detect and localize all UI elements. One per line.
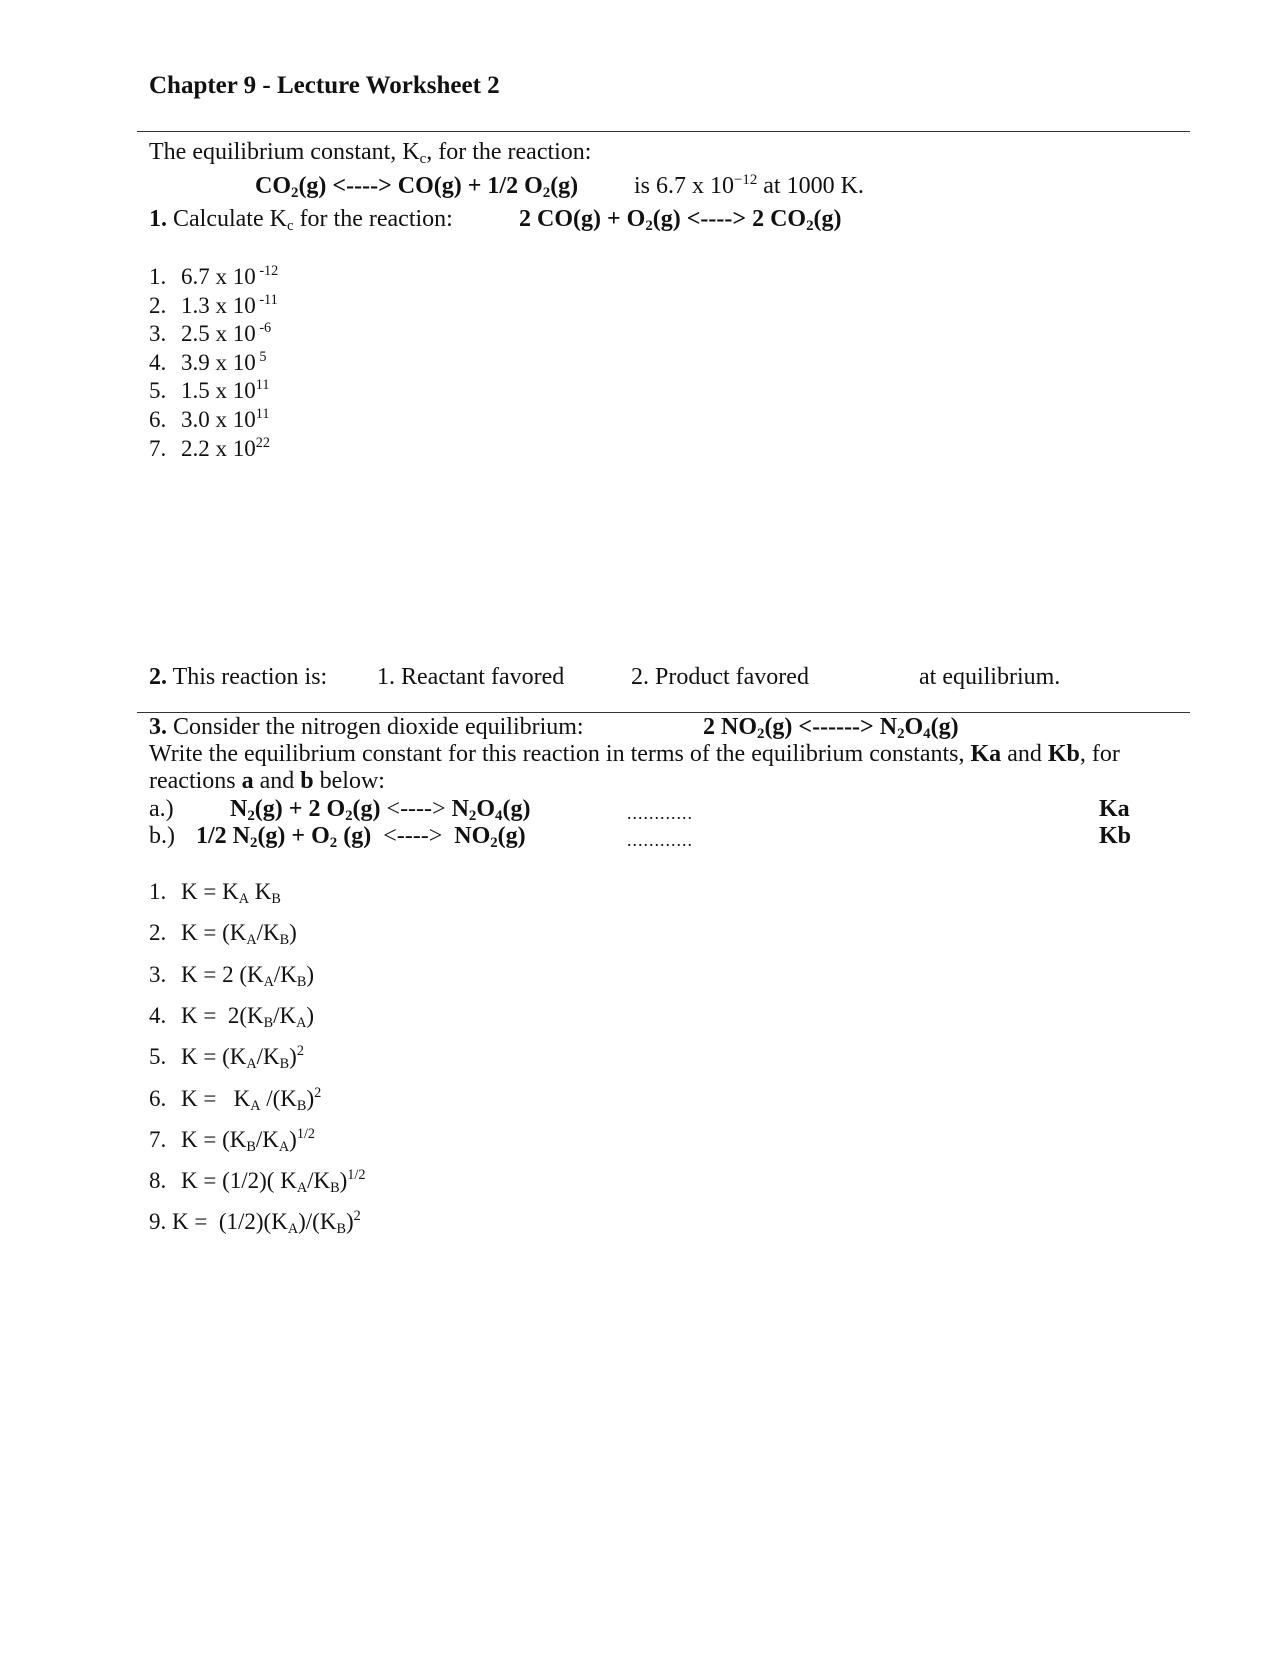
intro-value: is 6.7 x $10^{-12}$ at 1000 K. (634, 171, 864, 199)
q1-option[interactable]: 1. 6.7 x 10 $^{-12}$ (149, 263, 279, 289)
q1-reaction: 2 $CO(g) + O_2(g)$ <----> 2 $CO_2(g)$ (519, 206, 842, 235)
q3-option[interactable]: 6. $K = K_A$ $/(K_B)^2$ (149, 1084, 322, 1114)
page-title: Chapter 9 - Lecture Worksheet 2 (149, 72, 500, 99)
q3-rxn-a: $N_2(g) + 2$ $O_2(g)$ <----> $N_2O_4(g)$ (230, 796, 531, 825)
q1-option[interactable]: 6. 3.0 x $10^{11}$ (149, 406, 270, 432)
q3-prompt: 3. Consider the nitrogen dioxide equilibrium: (149, 714, 584, 740)
q3-rxn-b-label: b.) (149, 823, 175, 849)
q2-number: 2. (149, 664, 167, 690)
intro-line (149, 138, 591, 166)
q3-rxn-b-k: Kb (1099, 823, 1132, 849)
q1-prompt: 1. Calculate $K_c$ for the reaction: (149, 206, 453, 235)
q2-prompt: 2. This reaction is: (149, 664, 328, 690)
q3-option[interactable]: 3. K = 2 $(K_A/K_B)$ (149, 961, 315, 990)
q3-instructions: Write the equilibrium constant for this reaction in terms of the equilibrium constants, Ka and Kb, for (149, 741, 1120, 767)
q3-option[interactable]: 8. K = (1/2)( $K_A/K_B)^{1/2}$ (149, 1167, 366, 1197)
q2-suffix: at equilibrium. (919, 664, 1061, 690)
q3-rxn-b: 1/2 $N_2(g) + O_2$ (g) <----> $NO_2(g)$ (196, 823, 526, 852)
q3-instructions-2: reactions a and b below: (149, 768, 385, 794)
q3-option[interactable]: 9. $K = (1/2)(K_A)/(K_B)^2$ (149, 1208, 361, 1238)
q3-rxn-b-dots: ............ (627, 830, 693, 850)
q3-rxn-a-k: Ka (1099, 796, 1130, 822)
q1-option[interactable]: 4. 3.9 x 10 $^5$ (149, 348, 267, 375)
q1-option[interactable]: 7. 2.2 x $10^{22}$ (149, 434, 270, 461)
intro-text: The equilibrium constant, K (149, 139, 420, 165)
q3-option[interactable]: 4. $K = 2(K_B/K_A)$ (149, 1002, 315, 1031)
q1-option[interactable]: 2. 1.3 x 10 $^{-11}$ (149, 291, 278, 318)
intro-rest: , for the reaction: (426, 139, 592, 165)
q1-option[interactable]: 3. 2.5 x 10 $^{-6}$ (149, 320, 272, 347)
q3-rxn-a-dots: ............ (627, 803, 693, 823)
q3-option[interactable]: 1. $K = K_A$ $K_B$ (149, 879, 281, 907)
q2-option-2[interactable]: 2. Product favored (631, 664, 809, 690)
intro-reaction: $CO_2(g)$ <----> CO(g) + 1/2 $O_2(g)$ (255, 173, 579, 202)
q3-option[interactable]: 7. $K = (K_B/K_A)^{1/2}$ (149, 1125, 316, 1155)
q3-reaction: 2 $NO_2(g)$ <------> $N_2O_4(g)$ (703, 714, 959, 743)
q3-option[interactable]: 2. $K = (K_A/K_B)$ (149, 920, 297, 949)
intro-sub: c (419, 151, 427, 168)
q3-option[interactable]: 5. $K = (K_A/K_B)^2$ (149, 1043, 304, 1073)
q1-option[interactable]: 5. 1.5 x $10^{11}$ (149, 377, 270, 404)
q2-option-1[interactable]: 1. Reactant favored (377, 664, 565, 690)
divider-top (137, 131, 1190, 132)
q1-number: 1. (149, 206, 167, 232)
q3-rxn-a-label: a.) (149, 796, 174, 822)
q3-number: 3. (149, 714, 167, 740)
